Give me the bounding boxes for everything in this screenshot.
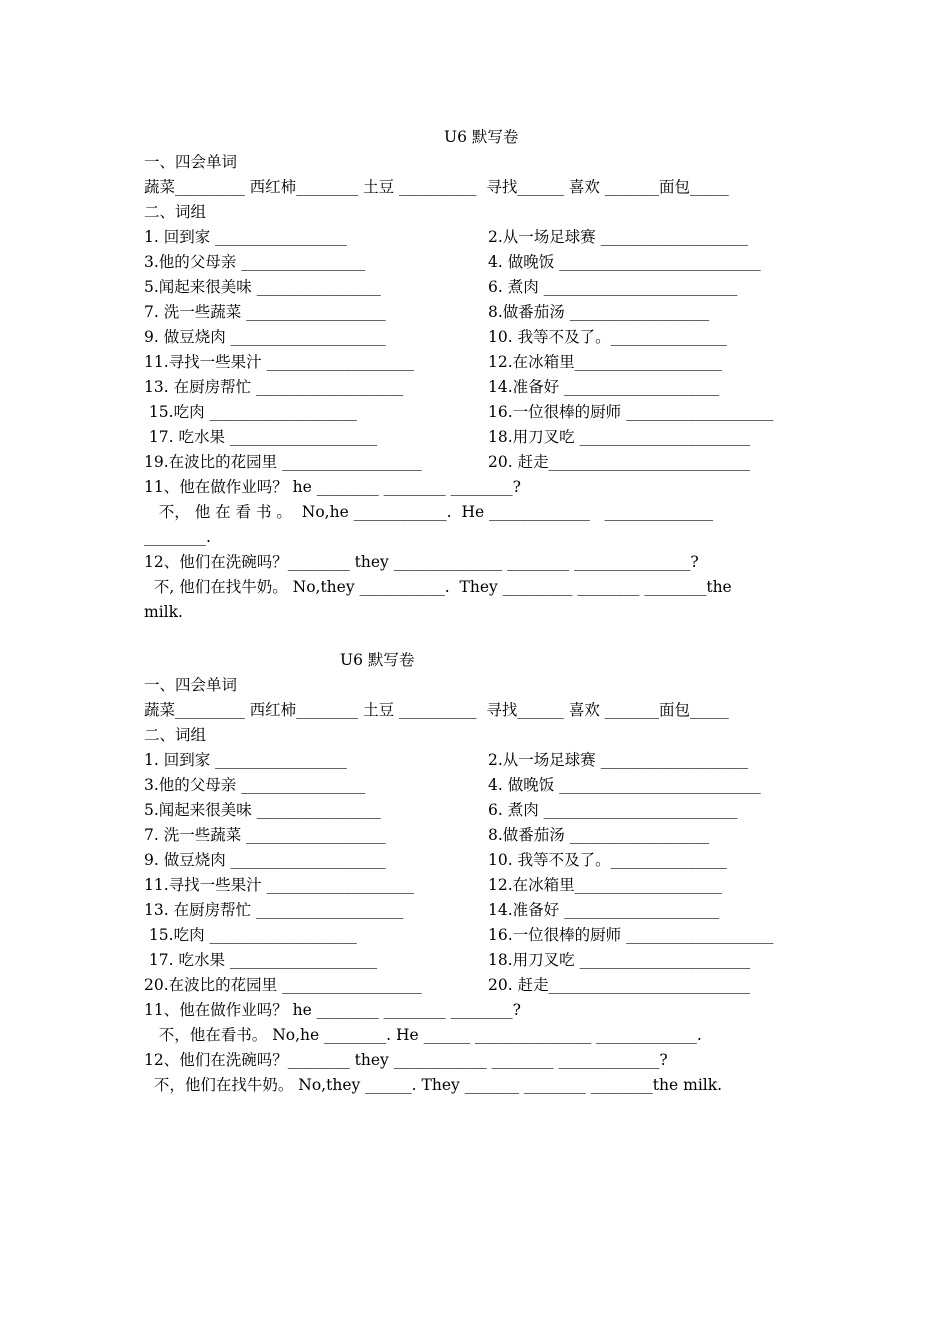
question-11-prompt: 11、他在做作业吗？ he ________ ________ ________? (144, 478, 521, 496)
phrase-item: 8.做番茄汤 __________________ (488, 303, 710, 321)
words-row: 蔬菜_________ 西红柿________ 土豆 __________ 寻找______ 喜欢 _______面包_____ (144, 701, 729, 719)
phrase-item: 11.寻找一些果汁 ___________________ (144, 876, 414, 894)
phrase-item: 12.在冰箱里___________________ (488, 353, 722, 371)
sheet-title: U6 默写卷 (340, 651, 415, 669)
phrase-item: 10. 我等不及了。_______________ (488, 328, 727, 346)
phrase-item: 15.吃肉 ___________________ (144, 403, 357, 421)
phrase-item: 17. 吃水果 ___________________ (144, 951, 378, 969)
question-11-answer: 不， 他 在 看 书 。 No,he ____________. He _____________ ______________ (144, 503, 714, 521)
phrase-item: 4. 做晚饭 __________________________ (488, 776, 761, 794)
phrase-item: 5.闻起来很美味 ________________ (144, 801, 381, 819)
section-heading-words: 一、四会单词 (144, 153, 238, 171)
phrase-item: 16.一位很棒的厨师 ___________________ (488, 403, 774, 421)
question-12-prompt: 12、他们在洗碗吗？________ they ____________ ________ _____________? (144, 1051, 668, 1069)
words-row: 蔬菜_________ 西红柿________ 土豆 __________ 寻找______ 喜欢 _______面包_____ (144, 178, 729, 196)
phrase-item: 14.准备好 ____________________ (488, 901, 720, 919)
phrase-item: 14.准备好 ____________________ (488, 378, 720, 396)
phrase-item: 13. 在厨房帮忙 ___________________ (144, 901, 404, 919)
phrase-item: 6. 煮肉 _________________________ (488, 801, 738, 819)
question-11-answer: 不，他在看书。 No,he ________. He ______ _______________ _____________. (144, 1026, 702, 1044)
question-11-prompt: 11、他在做作业吗？ he ________ ________ ________? (144, 1001, 521, 1019)
phrase-item: 12.在冰箱里___________________ (488, 876, 722, 894)
phrase-item: 16.一位很棒的厨师 ___________________ (488, 926, 774, 944)
phrase-item: 4. 做晚饭 __________________________ (488, 253, 761, 271)
section-heading-phrases: 二、词组 (144, 726, 207, 744)
phrase-item: 11.寻找一些果汁 ___________________ (144, 353, 414, 371)
phrase-item: 17. 吃水果 ___________________ (144, 428, 378, 446)
phrase-item: 3.他的父母亲 ________________ (144, 776, 366, 794)
phrase-item: 13. 在厨房帮忙 ___________________ (144, 378, 404, 396)
question-11-answer-cont: ________. (144, 528, 211, 546)
question-12-answer: 不, 他们在找牛奶。 No,they ___________. They _________ ________ ________the (144, 578, 732, 596)
phrase-item: 10. 我等不及了。_______________ (488, 851, 727, 869)
phrase-item: 19.在波比的花园里 __________________ (144, 453, 422, 471)
section-heading-phrases: 二、词组 (144, 203, 207, 221)
section-heading-words: 一、四会单词 (144, 676, 238, 694)
phrase-item: 1. 回到家 _________________ (144, 228, 347, 246)
question-12-prompt: 12、他们在洗碗吗？________ they ______________ ________ _______________? (144, 553, 699, 571)
phrase-item: 2.从一场足球赛 ___________________ (488, 751, 748, 769)
phrase-item: 7. 洗一些蔬菜 __________________ (144, 826, 386, 844)
phrase-item: 18.用刀叉吃 ______________________ (488, 951, 751, 969)
sheet-title: U6 默写卷 (444, 128, 519, 146)
phrase-item: 3.他的父母亲 ________________ (144, 253, 366, 271)
phrase-item: 15.吃肉 ___________________ (144, 926, 357, 944)
phrase-item: 6. 煮肉 _________________________ (488, 278, 738, 296)
phrase-item: 7. 洗一些蔬菜 __________________ (144, 303, 386, 321)
question-12-answer-cont: milk. (144, 603, 183, 621)
phrase-item: 20. 赶走__________________________ (488, 453, 751, 471)
phrase-item: 5.闻起来很美味 ________________ (144, 278, 381, 296)
phrase-item: 2.从一场足球赛 ___________________ (488, 228, 748, 246)
phrase-item: 1. 回到家 _________________ (144, 751, 347, 769)
phrase-item: 8.做番茄汤 __________________ (488, 826, 710, 844)
phrase-item: 9. 做豆烧肉 ____________________ (144, 851, 386, 869)
phrase-item: 18.用刀叉吃 ______________________ (488, 428, 751, 446)
phrase-item: 20. 赶走__________________________ (488, 976, 751, 994)
question-12-answer: 不，他们在找牛奶。 No,they ______. They _______ ________ ________the milk. (144, 1076, 723, 1094)
phrase-item: 20.在波比的花园里 __________________ (144, 976, 422, 994)
phrase-item: 9. 做豆烧肉 ____________________ (144, 328, 386, 346)
